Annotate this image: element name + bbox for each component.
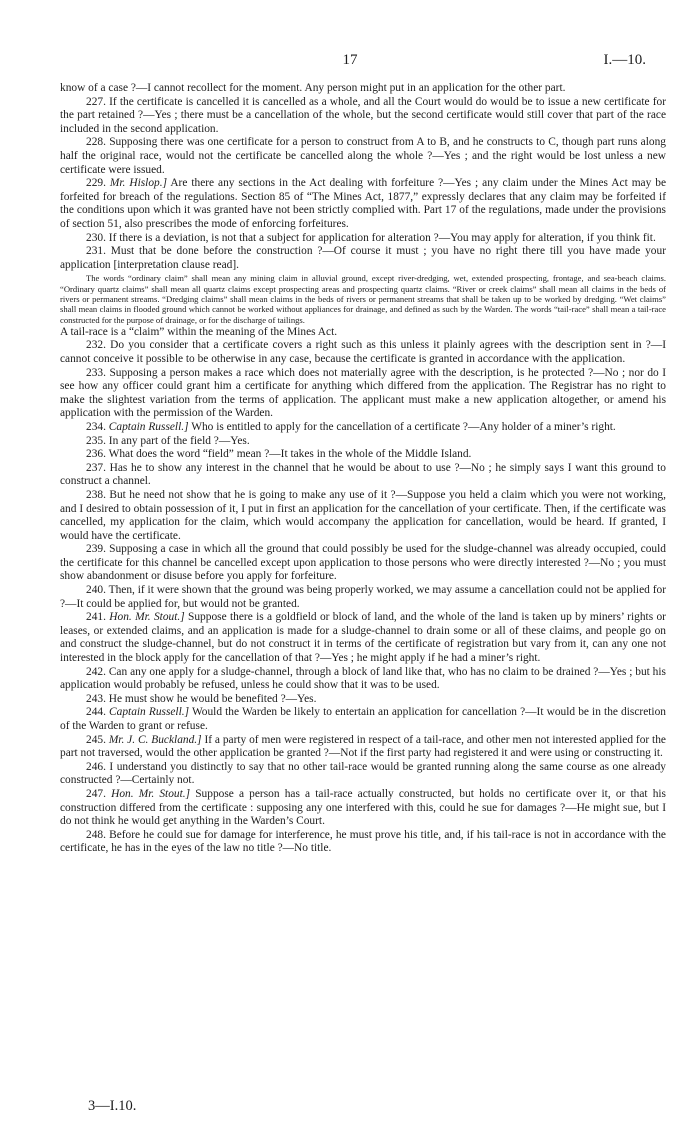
question-paragraph [60, 136, 666, 177]
question-paragraph [60, 761, 666, 788]
question-number: 245. [86, 733, 106, 746]
paragraph-text: Then, if it were shown that the ground was being properly worked, we may assume a cancellation could not be applied for ?—It could be applied for, but would not be granted. [60, 584, 666, 610]
paragraph-text: In any part of the field ?—Yes. [108, 434, 250, 447]
paragraph-text: Supposing a person makes a race which does not materially agree with the description, is he protected ?—No ; nor do I see how any officer could grant him a certificate for anything which differed from the application. The Registrar has no right to make the slightest variation from the terms of application. The applicant must make a new application altogether, or amend his application with the permission of the Warden. [60, 366, 667, 420]
question-paragraph [60, 448, 666, 462]
paragraph-text: Who is entitled to apply for the cancellation of a certificate ?—Any holder of a miner’s right. [191, 420, 616, 433]
paragraph-text: But he need not show that he is going to make any use of it ?—Suppose you held a claim which you were not working, and I desired to obtain possession of it, I put in first an application for the cancellation of your certificate. Then, if the certificate was cancelled, my application for the claim, which would accompany the application for cancellation, would be heard. If granted, I would have the certificate. [60, 488, 666, 542]
speaker-name: Mr. Hislop.] [109, 177, 167, 190]
question-paragraph [60, 367, 666, 421]
paragraph-text: Would the Warden be likely to entertain an application for cancellation ?—It would be in the discretion of the Warden to grant or refuse. [60, 706, 666, 733]
question-number: 227. [86, 95, 106, 108]
paragraph-text: What does the word “field” mean ?—It takes in the whole of the Middle Island. [108, 448, 472, 461]
question-paragraph [60, 489, 666, 543]
paragraph-text: Are there any sections in the Act dealing with forfeiture ?—Yes ; any claim under the Mines Act may be forfeited for breach of the regulations. Section 85 of “The Mines Act, 1877,” expressly declares that any claim may be forfeited if the conditions upon which it was granted have not been strictly complied with. Part 17 of the regulations, made under the provisions of section 51, also prescribes the mode of enforcing forfeitures. [60, 177, 666, 230]
paragraph-text: If there is a deviation, is not that a subject for application for alteration ?—You may apply for alteration, if you think fit. [108, 231, 656, 244]
question-paragraph [60, 421, 666, 435]
paragraph-text: He must show he would be benefited ?—Yes. [108, 692, 317, 705]
question-number: 231. [86, 245, 106, 258]
question-number: 242. [86, 665, 106, 678]
page-number: 17 [342, 52, 358, 68]
question-number: 247. [86, 787, 106, 800]
question-paragraph [60, 829, 666, 856]
question-number: 230. [86, 231, 106, 244]
speaker-name: Captain Russell.] [109, 706, 190, 719]
question-number: 228. [86, 136, 106, 149]
question-number: 235. [86, 434, 106, 447]
paragraph-text: Has he to show any interest in the channel that he would be about to use ?—No ; he simply says I want this ground to construct a channel. [60, 461, 666, 488]
paragraph-text: Supposing a case in which all the ground that could possibly be used for the sludge-channel was already occupied, could the certificate for this channel be cancelled except upon application to those persons who were directly interested ?—No ; you must show abandonment or disuse before you apply for forfeiture. [60, 543, 666, 583]
question-number: 237. [86, 461, 106, 474]
question-number: 229. [86, 177, 106, 190]
question-number: 236. [86, 448, 106, 461]
question-paragraph [60, 326, 666, 340]
question-number: 233. [86, 366, 106, 379]
paragraph-text: If the certificate is cancelled it is cancelled as a whole, and all the Court would do would be to issue a new certificate for the part retained ?—Yes ; there must be a cancellation of the whole, but the second certificate would still cover that part of the race included in the second application. [60, 95, 666, 135]
paragraph-text: Suppose there is a goldfield or block of land, and the whole of the land is taken up by miners’ rights or leases, or extended claims, and an application is made for a sludge-channel to drain some or all of these claims, and people go on and construct the sludge-channel, but do not construct it in terms of the certificate of registration but vary from it, can any one not interested in the block apply for the cancellation of that ?—Yes ; he might apply if he had a miner’s right. [60, 611, 666, 665]
paragraph-text: Before he could sue for damage for interference, he must prove his title, and, if his tail-race is not in accordance with the certificate, he has in the eyes of the law no title ?—No title. [60, 828, 666, 855]
paragraph-text: Supposing there was one certificate for a person to construct from A to B, and he constructs to C, though part runs along half the original race, would not the certificate be cancelled along the whole ?—Yes ; and the right would be lost unless a new certificate were issued. [60, 136, 666, 176]
speaker-name: Hon. Mr. Stout.] [111, 787, 191, 800]
question-paragraph [60, 177, 666, 231]
paragraph-text: I understand you distinctly to say that no other tail-race would be granted running along the same course as one already constructed ?—Certainly not. [60, 760, 666, 787]
paragraph-text: know of a case ?—I cannot recollect for the moment. Any person might put in an application for the other part. [60, 82, 566, 94]
quoted-clause [60, 273, 666, 324]
paragraph-text: The words “ordinary claim” shall mean any mining claim in alluvial ground, except river-dredging, wet, extended prospecting, frontage, and sea-beach claims. “Ordinary quartz claims” shall mean all quartz claims except prospecting areas and prospecting quartz claims. “River or creek claims” shall mean all claims in the beds of rivers or permanent streams. “Dredging claims” shall mean claims in the beds of rivers or permanent streams that shall be taken up to be worked by dredging. “Wet claims” shall mean claims in flooded ground which cannot be worked without appliances for drainage, and defined as such by the Warden. The words “tail-race” shall mean a tail-race constructed for the purpose of drainage, or for the discharge of tailings. [60, 273, 666, 325]
question-number: 241. [86, 611, 106, 624]
sheet-signature: 3—I.10. [88, 1098, 137, 1114]
speaker-name: Captain Russell.] [108, 420, 189, 433]
question-paragraph [60, 339, 666, 366]
question-number: 248. [86, 828, 106, 841]
question-number: 238. [86, 488, 106, 501]
question-paragraph [60, 82, 666, 96]
question-paragraph [60, 584, 666, 611]
question-number: 234. [86, 420, 106, 433]
paragraph-text: Do you consider that a certificate covers a right such as this unless it plainly agrees with the description sent in ?—I cannot conceive it possible to be otherwise in any case, because the certificate is granted in accordance with the application. [60, 339, 666, 365]
question-paragraph [60, 435, 666, 449]
document-reference: I.—10. [603, 52, 646, 68]
question-paragraph [60, 611, 666, 665]
question-paragraph [60, 693, 666, 707]
paragraph-text: A tail-race is a “claim” within the meaning of the Mines Act. [60, 325, 338, 338]
speaker-name: Mr. J. C. Buckland.] [108, 733, 202, 746]
question-paragraph [60, 666, 666, 693]
question-paragraph [60, 543, 666, 584]
question-number: 244. [86, 706, 106, 719]
question-number: 239. [86, 543, 106, 556]
paragraph-text: Must that be done before the construction ?—Of course it must ; you have no right there till you have made your application [interpretation clause read]. [60, 245, 666, 271]
question-number: 246. [86, 760, 106, 773]
paragraph-text: If a party of men were registered in respect of a tail-race, and other men not interested applied for the part not traversed, would the other application be granted ?—Not if the first party had registered it and were using or constructing it. [60, 733, 666, 760]
paragraph-text: Suppose a person has a tail-race actually constructed, but holds no certificate over it, or that his construction differed from the certificate : supposing any one interfered with this, could he sue for damages ?—He might sue, but I do not think he would get anything in the Warden’s Court. [60, 787, 666, 828]
speaker-name: Hon. Mr. Stout.] [109, 611, 185, 624]
question-paragraph [60, 462, 666, 489]
question-number: 243. [86, 692, 106, 705]
evidence-body [60, 82, 666, 856]
question-paragraph [60, 788, 666, 829]
question-number: 240. [86, 584, 106, 597]
question-paragraph [60, 96, 666, 137]
question-paragraph [60, 734, 666, 761]
paragraph-text: Can any one apply for a sludge-channel, through a block of land like that, who has no claim to be drained ?—Yes ; but his application would probably be refused, unless he could show that it was to be used. [60, 665, 666, 692]
question-paragraph [60, 232, 666, 246]
question-number: 232. [86, 339, 106, 352]
question-paragraph [60, 706, 666, 733]
question-paragraph [60, 245, 666, 272]
